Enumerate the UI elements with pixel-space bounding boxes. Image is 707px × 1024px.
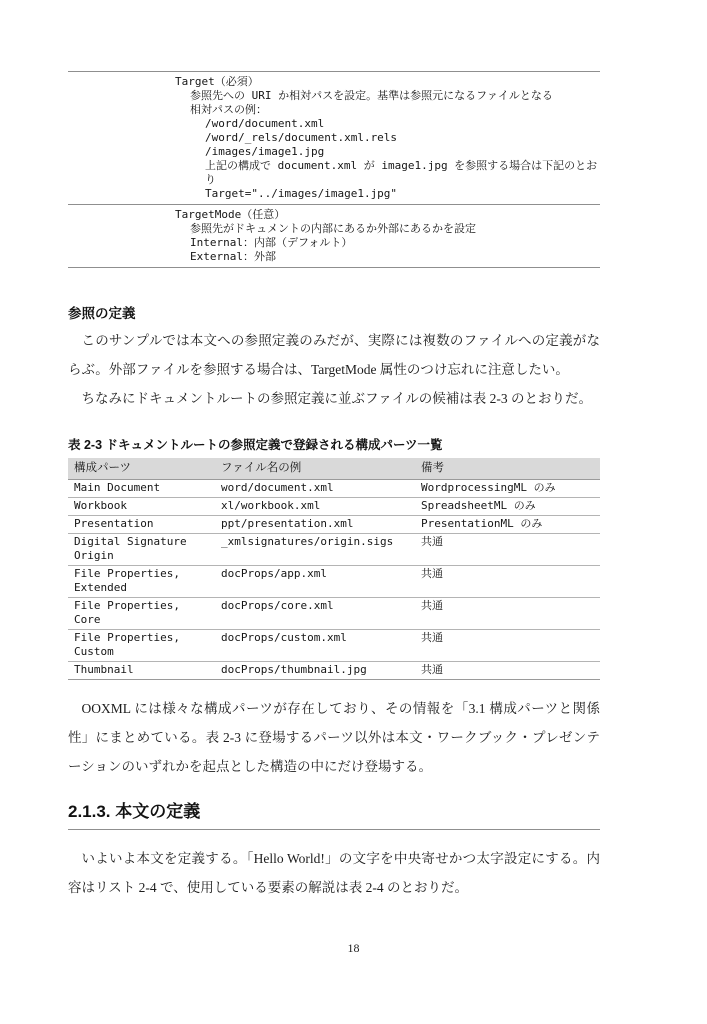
attr-line: Target="../images/image1.jpg" [205, 187, 398, 200]
cell-note: 共通 [415, 662, 600, 680]
cell-note: 共通 [415, 534, 600, 566]
cell-filename: xl/workbook.xml [215, 498, 415, 516]
attr-line: External：外部 [190, 250, 276, 263]
attr-line: /word/document.xml [205, 117, 325, 130]
cell-note: PresentationML のみ [415, 516, 600, 534]
cell-note: 共通 [415, 598, 600, 630]
attr-line: 参照先への URI か相対パスを設定。基準は参照元になるファイルとなる [190, 89, 553, 102]
cell-filename: docProps/custom.xml [215, 630, 415, 662]
attr-line: TargetMode（任意） [175, 208, 286, 221]
column-header-note: 備考 [415, 458, 600, 480]
cell-filename: ppt/presentation.xml [215, 516, 415, 534]
cell-parts: Main Document [68, 480, 215, 498]
cell-note: SpreadsheetML のみ [415, 498, 600, 516]
table-row [68, 566, 600, 598]
paragraph: OOXML には様々な構成パーツが存在しており、その情報を「3.1 構成パーツと関係性」にまとめている。表 2-3 に登場するパーツ以外は本文・ワークブック・プレゼンテーションのいずれかを起点とした構造の中にだけ登場する。 [68, 701, 600, 774]
table-row [68, 498, 600, 516]
attribute-definition-table [68, 71, 600, 268]
cell-note: WordprocessingML のみ [415, 480, 600, 498]
cell-parts: Workbook [68, 498, 215, 516]
cell-note: 共通 [415, 630, 600, 662]
table-row [68, 598, 600, 630]
cell-filename: _xmlsignatures/origin.sigs [215, 534, 415, 566]
attr-line: /images/image1.jpg [205, 145, 325, 158]
paragraph: ちなみにドキュメントルートの参照定義に並ぶファイルの候補は表 2-3 のとおりだ。 [81, 391, 592, 406]
attr-line: /word/_rels/document.xml.rels [205, 131, 398, 144]
column-header-parts: 構成パーツ [68, 458, 215, 480]
table-row [68, 480, 600, 498]
table-row [68, 516, 600, 534]
paragraph: このサンプルでは本文への参照定義のみだが、実際には複数のファイルへの定義がならぶ。外部ファイルを参照する場合は、TargetMode 属性のつけ忘れに注意したい。 [68, 333, 600, 377]
cell-filename: docProps/app.xml [215, 566, 415, 598]
cell-filename: docProps/core.xml [215, 598, 415, 630]
target-attribute-row [68, 72, 600, 204]
section-heading-body-definition: 2.1.3. 本文の定義 [68, 797, 600, 830]
cell-parts: File Properties, Extended [68, 566, 215, 598]
table-header-row [68, 458, 600, 480]
table-row [68, 534, 600, 566]
subsection-heading-reference-definition: 参照の定義 [68, 306, 136, 321]
table-row [68, 662, 600, 680]
attr-line: 参照先がドキュメントの内部にあるか外部にあるかを設定 [190, 222, 476, 235]
page-number: 18 [347, 941, 360, 955]
attr-line: Internal：内部（デフォルト） [190, 236, 353, 249]
attr-line: り [205, 173, 216, 186]
component-parts-table [68, 458, 600, 680]
cell-parts: Thumbnail [68, 662, 215, 680]
attr-line: 上記の構成で document.xml が image1.jpg を参照する場合は下記のとお [205, 159, 598, 172]
cell-parts: File Properties, Custom [68, 630, 215, 662]
cell-parts: Presentation [68, 516, 215, 534]
column-header-filename: ファイル名の例 [215, 458, 415, 480]
cell-filename: word/document.xml [215, 480, 415, 498]
cell-parts: Digital Signature Origin [68, 534, 215, 566]
cell-note: 共通 [415, 566, 600, 598]
page-content [68, 0, 600, 902]
table-row [68, 630, 600, 662]
attr-line: Target（必須） [175, 75, 259, 88]
table-caption: 表 2-3 ドキュメントルートの参照定義で登録される構成パーツ一覧 [68, 438, 443, 452]
paragraph: いよいよ本文を定義する。「Hello World!」の文字を中央寄せかつ太字設定にする。内容はリスト 2-4 で、使用している要素の解説は表 2-4 のとおりだ。 [68, 851, 600, 895]
attr-line: 相対パスの例： [190, 103, 267, 116]
cell-filename: docProps/thumbnail.jpg [215, 662, 415, 680]
targetmode-attribute-row [68, 205, 600, 267]
cell-parts: File Properties, Core [68, 598, 215, 630]
